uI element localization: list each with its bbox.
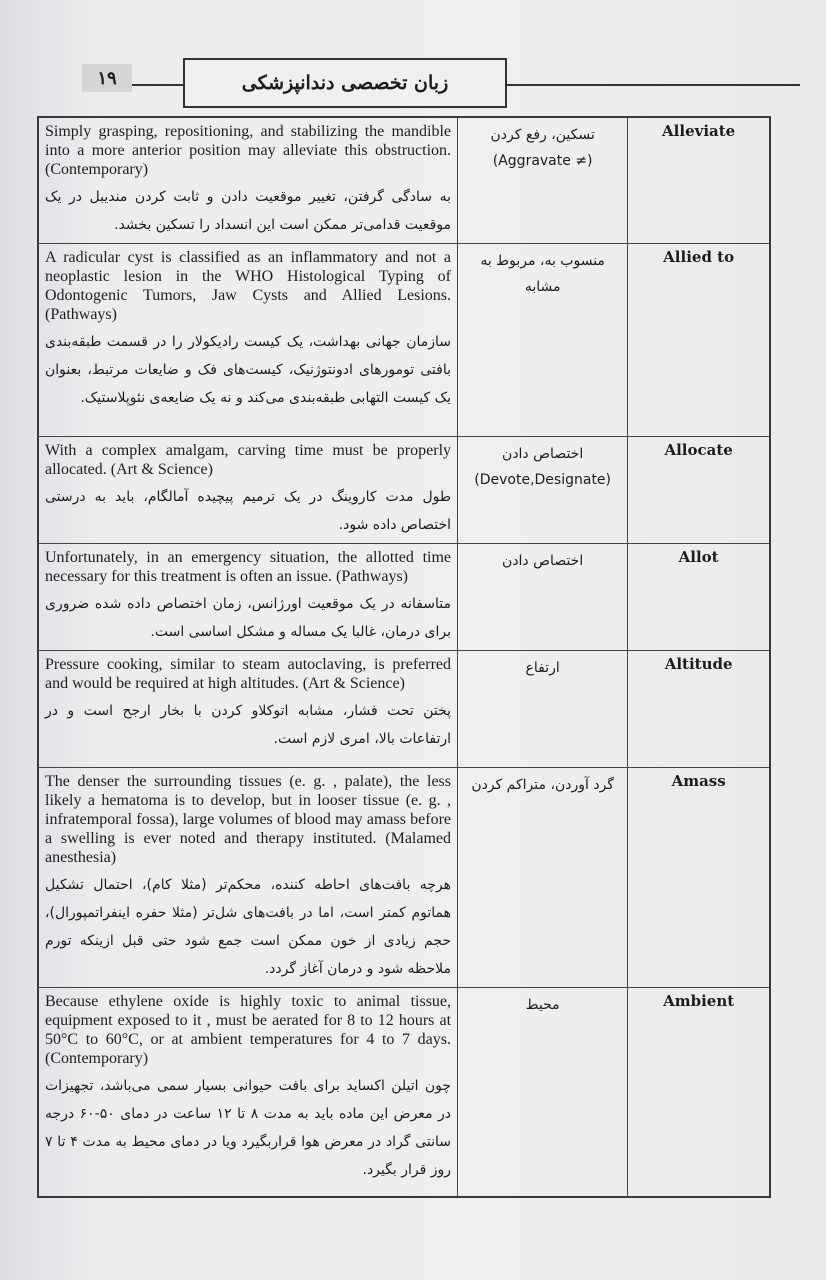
example-persian: چون اتیلن اکساید برای بافت حیوانی بسیار سمی می‌باشد، تجهیزات در معرض این ماده باید به مدت ۸ تا ۱۲ ساعت در دمای ۵۰-۶۰ درجه سانتی گراد در معرض هوا قراربگیرد ویا در دمای محیط به مدت ۴ تا ۷ روز قرار بگیرد. xyxy=(45,1078,452,1178)
table-row xyxy=(38,988,770,1197)
example-cell xyxy=(38,437,458,544)
vocabulary-table xyxy=(37,116,771,1198)
headword-cell xyxy=(628,651,770,768)
example-persian: به سادگی گرفتن، تغییر موقعیت دادن و ثابت کردن مندیبل در یک موقعیت قدامی‌تر ممکن است این انسداد را تسکین بخشد. xyxy=(45,189,452,233)
meaning-note: (Devote,Designate) xyxy=(474,472,612,488)
example-cell xyxy=(38,244,458,437)
meaning-cell xyxy=(458,544,628,651)
headword: Ambient xyxy=(663,992,735,1010)
table-row xyxy=(38,651,770,768)
example-persian: طول مدت کاروینگ در یک ترمیم پیچیده آمالگام، باید به درستی اختصاص داده شود. xyxy=(45,489,452,533)
table-row xyxy=(38,544,770,651)
example-english: Simply grasping, repositioning, and stabilizing the mandible into a more anterior position may alleviate this obstruction. (Contemporary) xyxy=(45,123,452,178)
example-cell xyxy=(38,651,458,768)
meaning-text: ارتفاع xyxy=(525,660,560,676)
headword-cell xyxy=(628,117,770,244)
page-number: ۱۹ xyxy=(82,64,132,92)
headword: Allot xyxy=(678,548,719,566)
headword: Allied to xyxy=(663,248,735,266)
example-english: Unfortunately, in an emergency situation, the allotted time necessary for this treatment is often an issue. (Pathways) xyxy=(45,549,452,585)
headword-cell xyxy=(628,544,770,651)
example-persian: سازمان جهانی بهداشت، یک کیست رادیکولار را در قسمت طبقه‌بندی بافتی تومورهای ادونتوژنیک، کیست‌های فک و ضایعات مرتبط، بعنوان یک کیست التهابی طبقه‌بندی می‌کند و نه یک ضایعه‌ی نئوپلاستیک. xyxy=(45,334,452,406)
example-english: The denser the surrounding tissues (e. g. , palate), the less likely a hematoma is to develop, but in looser tissue (e. g. , infratemporal fossa), large volumes of blood may amass before a swelling is ever noted and therapy instituted. (Malamed anesthesia) xyxy=(45,773,452,866)
example-cell xyxy=(38,768,458,988)
example-cell xyxy=(38,988,458,1197)
headword-cell xyxy=(628,437,770,544)
headword: Allocate xyxy=(664,441,733,459)
vocabulary-rows xyxy=(38,117,770,1197)
headword-cell xyxy=(628,244,770,437)
table-row xyxy=(38,437,770,544)
page-title: زبان تخصصی دندانپزشکی xyxy=(183,58,507,108)
table-row xyxy=(38,244,770,437)
example-english: With a complex amalgam, carving time must be properly allocated. (Art & Science) xyxy=(45,442,452,478)
meaning-text: اختصاص دادن xyxy=(502,446,584,462)
meaning-text: تسکین، رفع کردن xyxy=(490,127,595,143)
headword-cell xyxy=(628,988,770,1197)
meaning-text: منسوب به، مربوط به مشابه xyxy=(480,253,605,295)
meaning-note: (Aggravate ≠) xyxy=(492,153,593,169)
example-english: A radicular cyst is classified as an inflammatory and not a neoplastic lesion in the WHO Histological Typing of Odontogenic Tumors, Jaw Cysts and Allied Lesions. (Pathways) xyxy=(45,249,452,323)
meaning-cell xyxy=(458,768,628,988)
meaning-cell xyxy=(458,651,628,768)
example-persian: متاسفانه در یک موقعیت اورژانس، زمان اختصاص داده شده ضروری برای درمان، غالبا یک مساله و مشکل اساسی است. xyxy=(45,596,452,640)
headword: Altitude xyxy=(664,655,733,673)
headword: Alleviate xyxy=(662,122,736,140)
table-row xyxy=(38,768,770,988)
headword: Amass xyxy=(671,772,726,790)
example-persian: پختن تحت فشار، مشابه اتوکلاو کردن با بخار ارجح است و در ارتفاعات بالا، امری لازم است. xyxy=(45,703,452,747)
meaning-cell xyxy=(458,117,628,244)
example-cell xyxy=(38,544,458,651)
example-english: Because ethylene oxide is highly toxic to animal tissue, equipment exposed to it , must be aerated for 8 to 12 hours at 50°C to 60°C, or at ambient temperatures for 4 to 7 days. (Contemporary) xyxy=(45,993,452,1067)
example-english: Pressure cooking, similar to steam autoclaving, is preferred and would be required at high altitudes. (Art & Science) xyxy=(45,656,452,692)
table-row xyxy=(38,117,770,244)
headword-cell xyxy=(628,768,770,988)
meaning-text: اختصاص دادن xyxy=(502,553,584,569)
meaning-text: محیط xyxy=(525,997,560,1013)
meaning-cell xyxy=(458,437,628,544)
example-cell xyxy=(38,117,458,244)
meaning-cell xyxy=(458,244,628,437)
meaning-cell xyxy=(458,988,628,1197)
example-persian: هرچه بافت‌های احاطه کننده، محکم‌تر (مثلا کام)، احتمال تشکیل هماتوم کمتر است، اما در بافت‌های شل‌تر (مثلا حفره اینفراتمپورال)، حجم زیادی از خون ممکن است جمع شود حتی قبل ازینکه تورم ملاحظه شود و درمان آغاز گردد. xyxy=(45,877,452,977)
meaning-text: گرد آوردن، متراکم کردن xyxy=(471,777,614,793)
